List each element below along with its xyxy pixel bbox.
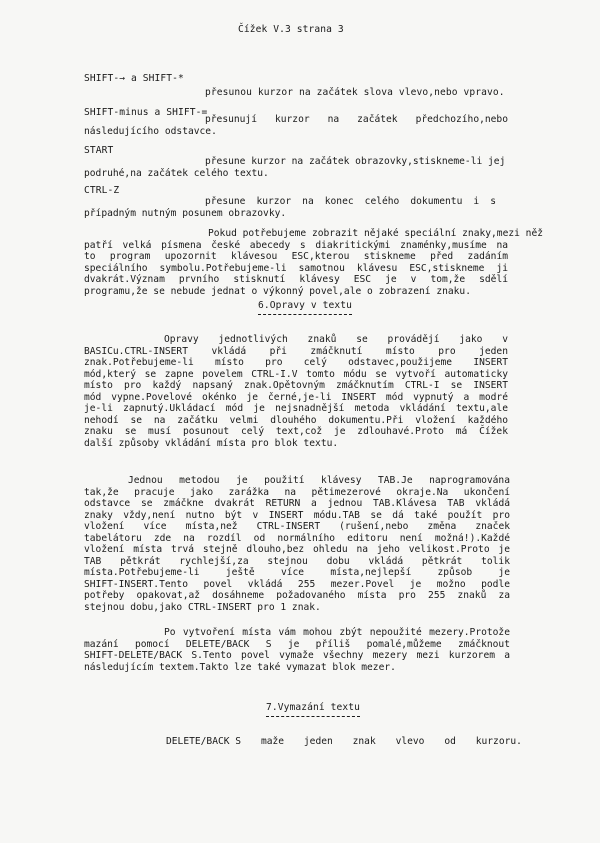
command-key: START: [84, 145, 114, 156]
section-6-paragraph-1: Opravy jednotlivých znaků se provádějí jako v BASICu.CTRL-INSERT vkládá při zmáčknutí místo pro jeden znak.Potřebujeme-li místo pro celý odstavec,použijeme INSERT mód,který se zapne povelem CTRL-I.V tomto módu se vytvoří automaticky místo pro každý napsaný znak.Opětovným zmáčknutím CTRL-I se INSERT mód vypne.Povelové okénko je černé,je-li INSERT mód vypnutý a modré je-li zapnutý.Ukládací mód je nejsnadnější metoda vkládání textu,ale nehodí se na začátku velmi dlouhého dokumentu.Při vložení každého znaku se musí posunout celý text,což je zdlouhavé.Proto má Čížek další způsoby vkládání místa pro blok textu.: [84, 334, 508, 449]
word: jeden: [303, 736, 333, 747]
page-header: Čížek V.3 strana 3: [238, 24, 344, 35]
word: kurzoru.: [475, 736, 522, 747]
command-key: DELETE/BACK S: [166, 736, 242, 747]
section-6-title: 6.Opravy v textu: [258, 300, 352, 315]
paragraph-special-characters: Pokud potřebujeme zobrazit nějaké speciální znaky,mezi něž patří velká písmena české abecedy s diakritickými znaménky,musíme na to program upozornit klávesou ESC,kterou stiskneme před zadáním speciálního symbolu.Potřebujeme-li samotnou klávesu ESC,stiskneme ji dvakrát.Význam prvního stisknutí klávesy ESC je v tom,že sdělí programu,že se nebude jednat o výkonný povel,ale o zobrazení znaku.: [84, 228, 544, 297]
command-key: CTRL-Z: [84, 185, 120, 196]
word: maže: [260, 736, 285, 747]
command-description: přesunou kurzor na začátek slova vlevo,nebo vpravo.: [205, 87, 505, 98]
word: vlevo: [395, 736, 425, 747]
section-7-title: 7.Vymazání textu: [266, 702, 360, 717]
word: znak: [352, 736, 376, 747]
command-description: přesune kurzor na začátek obrazovky,stiskneme-li jej podruhé,na začátek celého textu.: [84, 156, 506, 179]
section-6-paragraph-3: Po vytvoření místa vám mohou zbýt nepoužité mezery.Protože mazání pomocí DELETE/BACK S je příliš pomalé,můžeme zmáčknout SHIFT-DELETE/BACK S.Tento povel vymaže všechny mezery mezi kurzorem a následujícím textem.Takto lze také vymazat blok mezer.: [84, 627, 510, 673]
delete-back-line: [166, 736, 522, 748]
command-description: přesune kurzor na konec celého dokumentu i s případným nutným posunem obrazovky.: [84, 196, 496, 219]
word: od: [444, 736, 456, 747]
command-key: SHIFT-minus a SHIFT-=: [84, 107, 208, 118]
section-6-paragraph-2: Jednou metodou je použití klávesy TAB.Je naprogramována tak,že pracuje jako zarážka na pětimezerové okraje.Na ukončení odstavce se zmáčkne dvakrát RETURN a jednou TAB.Klávesa TAB vkládá znaky vždy,není nutno být v INSERT módu.TAB se dá také použít pro vložení více místa,než CTRL-INSERT (rušení,nebo změna značek tabelátoru zde na rozdíl od normálního editoru není možná!).Každé vložení místa trvá stejně dlouho,bez ohledu na jeho velikost.Proto je TAB pětkrát rychlejší,za stejnou dobu vkládá pětkrát tolik místa.Potřebujeme-li ještě více místa,nejlepší způsob je SHIFT-INSERT.Tento povel vkládá 255 mezer.Povel je možno podle potřeby opakovat,až dosáhneme požadovaného místa pro 255 znaků za stejnou dobu,jako CTRL-INSERT pro 1 znak.: [84, 475, 510, 613]
command-description: přesunují kurzor na začátek předchozího,nebo následujícího odstavce.: [84, 114, 508, 137]
command-key: SHIFT-→ a SHIFT-*: [84, 73, 184, 84]
